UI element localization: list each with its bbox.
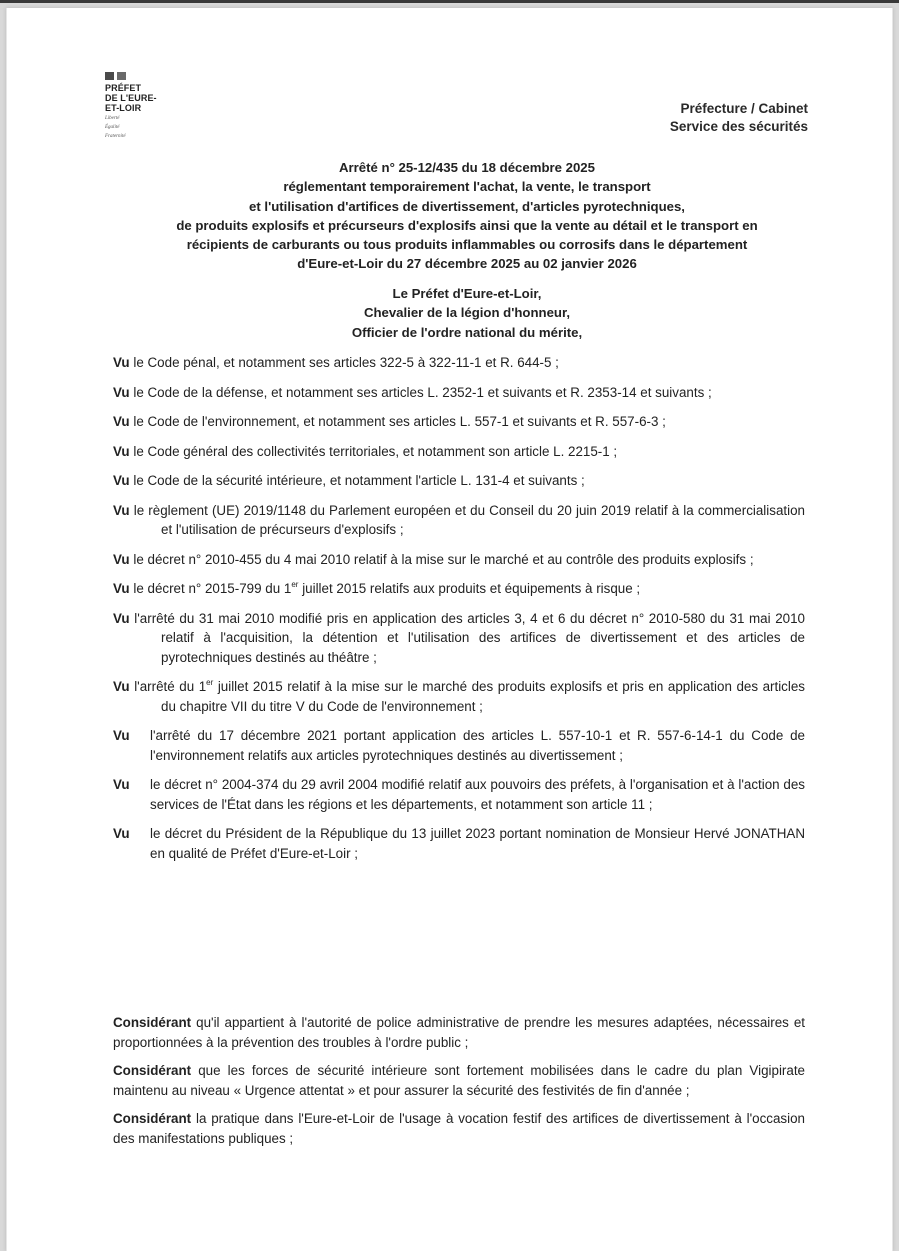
vu-keyword: Vu bbox=[113, 443, 130, 459]
considerant-keyword: Considérant bbox=[113, 1063, 192, 1078]
vu-keyword: Vu bbox=[113, 679, 130, 694]
logo-title-line: PRÉFET bbox=[105, 83, 142, 93]
marianne-emblem-icon bbox=[105, 72, 175, 80]
vu-keyword: Vu bbox=[113, 502, 130, 518]
service-line: Service des sécurités bbox=[669, 119, 808, 134]
vu-item: Vu le règlement (UE) 2019/1148 du Parlement européen et du Conseil du 20 juin 2019 relatif à la commercialisation et l'utilisation de précurseurs d'explosifs ; bbox=[113, 502, 805, 537]
vu-item: Vu le décret n° 2015-799 du 1er juillet 2015 relatifs aux produits et équipements à risque ; bbox=[113, 580, 641, 596]
vu-item: Vu le décret du Président de la République du 13 juillet 2023 portant nomination de Monsieur Hervé JONATHAN en qualité de Préfet d'Eure-et-Loir ; bbox=[113, 824, 805, 863]
vu-item: Vu le Code général des collectivités territoriales, et notamment son article L. 2215-1 ; bbox=[113, 443, 618, 459]
logo-title-line: ET-LOIR bbox=[105, 103, 142, 113]
prefet-titles bbox=[107, 284, 827, 342]
prefet-line: Le Préfet d'Eure-et-Loir, bbox=[392, 286, 542, 301]
title-line: récipients de carburants ou tous produits inflammables ou corrosifs dans le département bbox=[186, 237, 748, 253]
title-line: de produits explosifs et précurseurs d'explosifs ainsi que la vente au détail et le transport en bbox=[176, 217, 758, 233]
prefet-line: Officier de l'ordre national du mérite, bbox=[351, 324, 583, 340]
vu-item: Vu le Code pénal, et notamment ses articles 322-5 à 322-11-1 et R. 644-5 ; bbox=[113, 355, 559, 370]
vu-keyword: Vu bbox=[113, 610, 130, 626]
logo-title-line: DE L'EURE- bbox=[105, 93, 157, 103]
document-page bbox=[6, 8, 893, 1251]
title-line: réglementant temporairement l'achat, la vente, le transport bbox=[283, 179, 651, 195]
vu-keyword: Vu bbox=[113, 414, 130, 429]
arrete-title bbox=[107, 158, 827, 274]
logo-motto-line: Fraternité bbox=[105, 134, 126, 139]
vu-keyword: Vu bbox=[113, 473, 130, 488]
vu-keyword: Vu bbox=[113, 355, 130, 370]
vu-item: Vu le décret n° 2010-455 du 4 mai 2010 relatif à la mise sur le marché et au contrôle des produits explosifs ; bbox=[113, 551, 754, 567]
prefet-line: Chevalier de la légion d'honneur, bbox=[363, 305, 571, 321]
considerant-item: Considérant que les forces de sécurité intérieure sont fortement mobilisées dans le cadre du plan Vigipirate maintenu au niveau « Urgence attentat » et pour assurer la sécurité des festivités de fin d'année ; bbox=[113, 1063, 805, 1098]
vu-keyword: Vu bbox=[113, 581, 130, 596]
considerant-keyword: Considérant bbox=[113, 1015, 192, 1030]
title-line: Arrêté n° 25-12/435 du 18 décembre 2025 bbox=[339, 160, 595, 175]
vu-item: Vu le décret n° 2004-374 du 29 avril 2004 modifié relatif aux pouvoirs des préfets, à l'organisation et à l'action des services de l'État dans les régions et les départements, et notamment son article 11 ; bbox=[113, 775, 805, 814]
logo-motto-line: Liberté bbox=[105, 116, 120, 121]
title-line: et l'utilisation d'artifices de divertissement, d'articles pyrotechniques, bbox=[249, 198, 685, 214]
vu-item: Vu l'arrêté du 1er juillet 2015 relatif à la mise sur le marché des produits explosifs et pris en application des articles du chapitre VII du titre V du Code de l'environnement ; bbox=[113, 678, 805, 714]
vu-keyword: Vu bbox=[113, 384, 130, 400]
service-header bbox=[670, 100, 808, 136]
vu-list bbox=[113, 353, 805, 873]
vu-keyword: Vu bbox=[113, 728, 130, 743]
vu-keyword: Vu bbox=[113, 551, 130, 567]
vu-keyword: Vu bbox=[113, 826, 130, 841]
vu-item: Vu le Code de la défense, et notamment ses articles L. 2352-1 et suivants et R. 2353-14 et suivants ; bbox=[113, 384, 712, 400]
considerant-list bbox=[113, 1013, 805, 1157]
vu-item: Vu l'arrêté du 31 mai 2010 modifié pris en application des articles 3, 4 et 6 du décret n° 2010-580 du 31 mai 2010 relatif à l'acquisition, la détention et l'utilisation des artifices de divertissement et des articles de pyrotechniques destinés au théâtre ; bbox=[113, 610, 805, 665]
prefecture-logo bbox=[105, 72, 175, 140]
vu-item: Vu le Code de la sécurité intérieure, et notamment l'article L. 131-4 et suivants ; bbox=[113, 473, 585, 488]
considerant-item: Considérant la pratique dans l'Eure-et-Loir de l'usage à vocation festif des artifices de divertissement à l'occasion des manifestations publiques ; bbox=[113, 1111, 805, 1146]
considerant-item: Considérant qu'il appartient à l'autorité de police administrative de prendre les mesures adaptées, nécessaires et proportionnées à la prévention des troubles à l'ordre public ; bbox=[113, 1015, 805, 1050]
vu-item: Vu le Code de l'environnement, et notamment ses articles L. 557-1 et suivants et R. 557-6-3 ; bbox=[113, 414, 666, 429]
viewer-top-edge bbox=[0, 0, 899, 3]
title-line: d'Eure-et-Loir du 27 décembre 2025 au 02 janvier 2026 bbox=[297, 256, 637, 272]
logo-motto-line: Égalité bbox=[105, 125, 120, 130]
vu-item: Vu l'arrêté du 17 décembre 2021 portant application des articles L. 557-10-1 et R. 557-6-14-1 du Code de l'environnement relatifs aux articles pyrotechniques destinés au divertissement ; bbox=[113, 726, 805, 765]
vu-keyword: Vu bbox=[113, 777, 130, 792]
considerant-keyword: Considérant bbox=[113, 1111, 192, 1126]
service-line: Préfecture / Cabinet bbox=[680, 101, 808, 116]
